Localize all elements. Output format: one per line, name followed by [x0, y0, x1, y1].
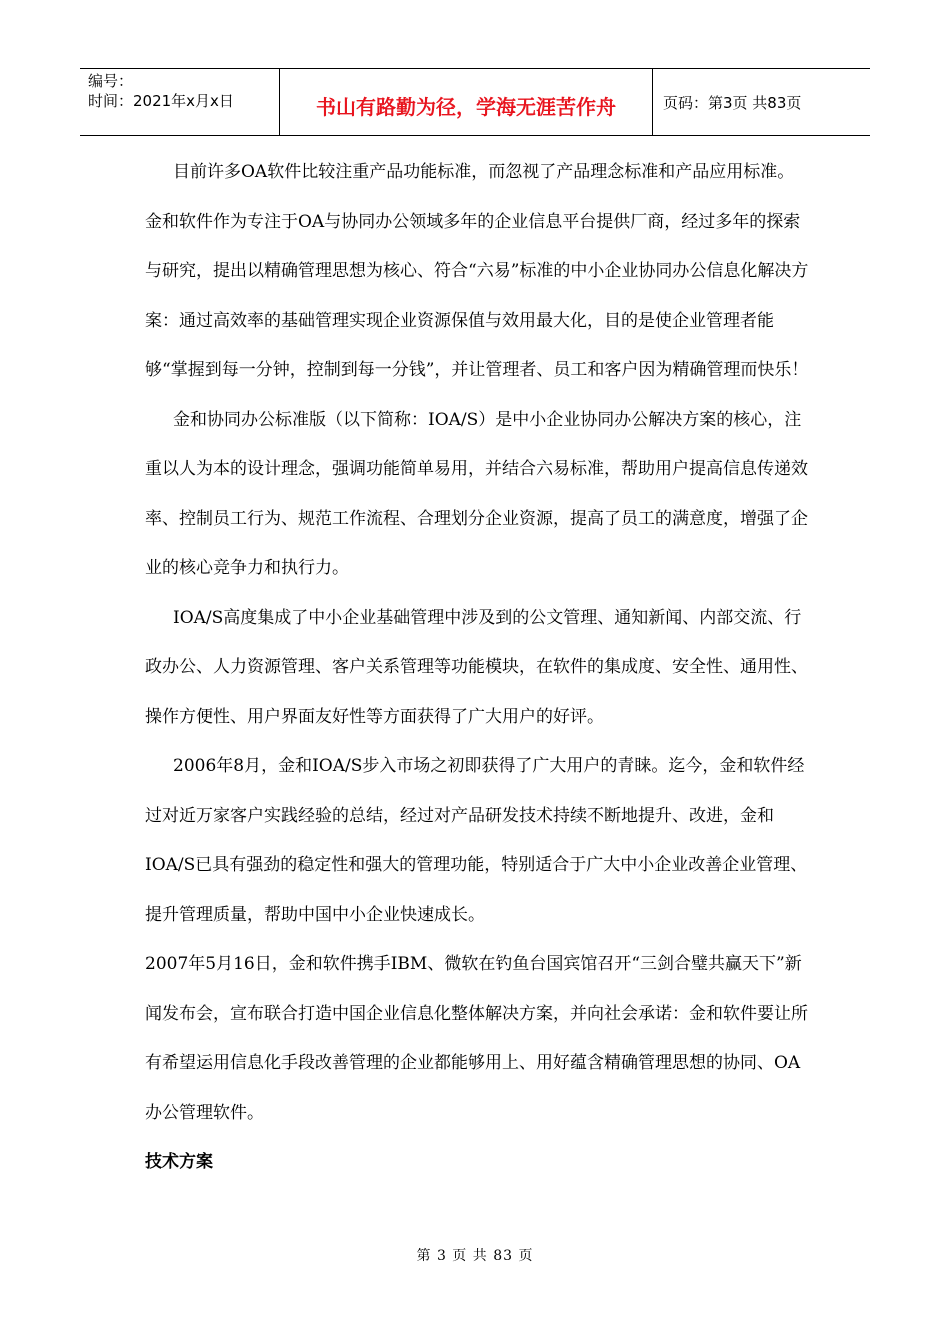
body-paragraph: 目前许多OA软件比较注重产品功能标准，而忽视了产品理念标准和产品应用标准。金和软件作为专注于OA与协同办公领域多年的企业信息平台提供厂商，经过多年的探索与研究，提出以精确管理思想为核心、符合“六易”标准的中小企业协同办公信息化解决方案：通过高效率的基础管理实现企业资源保值与效用最大化，目的是使企业管理者能够“掌握到每一分钟，控制到每一分钱”，并让管理者、员工和客户因为精确管理而快乐！: [145, 162, 809, 380]
header-motto: 书山有路勤为径，学海无涯苦作舟: [280, 69, 653, 135]
document-number-label: 编号：: [88, 72, 134, 90]
body-paragraph: 2007年5月16日，金和软件携手IBM、微软在钓鱼台国宾馆召开“三剑合璧共赢天下”新闻发布会，宣布联合打造中国企业信息化整体解决方案，并向社会承诺：金和软件要让所有希望运用信息化手段改善管理的企业都能够用上、用好蕴含精确管理思想的协同、OA办公管理软件。: [145, 954, 808, 1123]
section-heading: 技术方案: [145, 1152, 213, 1172]
document-date: 时间：2021年x月x日: [88, 92, 234, 110]
header-meta: [80, 69, 280, 135]
document-body: [145, 148, 810, 1188]
body-paragraph: 金和协同办公标准版（以下简称：IOA/S）是中小企业协同办公解决方案的核心，注重以人为本的设计理念，强调功能简单易用，并结合六易标准，帮助用户提高信息传递效率、控制员工行为、规范工作流程、合理划分企业资源，提高了员工的满意度，增强了企业的核心竞争力和执行力。: [145, 409, 808, 578]
page-header: [80, 68, 870, 136]
body-paragraph: 2006年8月，金和IOA/S步入市场之初即获得了广大用户的青睐。迄今，金和软件经过对近万家客户实践经验的总结，经过对产品研发技术持续不断地提升、改进，金和IOA/S已具有强劲的稳定性和强大的管理功能，特别适合于广大中小企业改善企业管理、提升管理质量，帮助中国中小企业快速成长。: [145, 756, 808, 925]
page-footer: 第 3 页 共 83 页: [416, 1248, 534, 1264]
header-page-info: 页码：第3页 共83页: [663, 93, 802, 112]
body-paragraph: IOA/S高度集成了中小企业基础管理中涉及到的公文管理、通知新闻、内部交流、行政办公、人力资源管理、客户关系管理等功能模块，在软件的集成度、安全性、通用性、操作方便性、用户界面友好性等方面获得了广大用户的好评。: [145, 607, 808, 727]
